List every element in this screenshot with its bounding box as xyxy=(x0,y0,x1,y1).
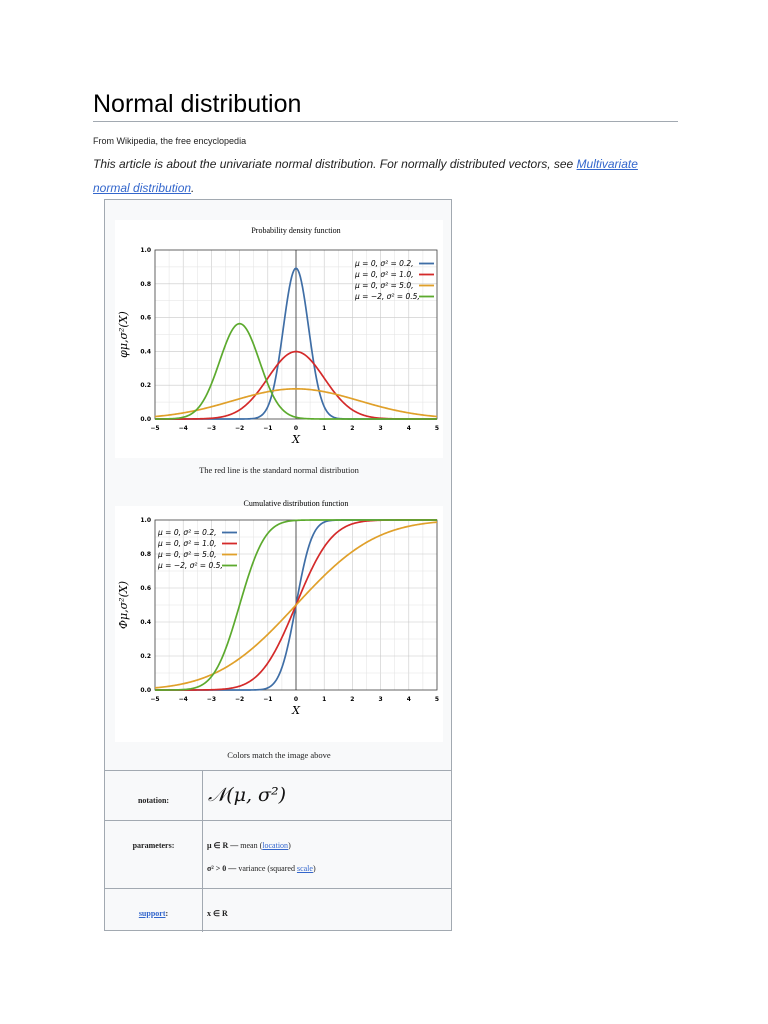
y-tick-label: 0.2 xyxy=(140,382,151,390)
pdf-caption: The red line is the standard normal distribution xyxy=(199,465,359,475)
y-tick-label: 0.6 xyxy=(140,314,151,322)
param-sigma-close: ) xyxy=(312,864,316,873)
y-tick-label: 0.4 xyxy=(140,348,151,356)
param-sigma-math: σ² > 0 — xyxy=(207,864,237,873)
x-tick-label: −5 xyxy=(150,425,160,432)
y-axis-label: Φμ,σ²(X) xyxy=(117,581,130,629)
x-tick-label: −2 xyxy=(234,696,245,703)
parameter-sigma xyxy=(207,864,316,873)
support-link[interactable]: support xyxy=(138,909,166,918)
x-tick-label: −2 xyxy=(234,425,245,432)
legend-label: μ = 0, σ² = 0.2, xyxy=(158,528,217,537)
notation-label: notation: xyxy=(137,796,170,805)
hatnote-link[interactable]: Multivariate normal distribution xyxy=(93,157,638,195)
x-axis-label: X xyxy=(292,433,300,446)
param-mu-close: ) xyxy=(288,841,291,850)
support-label xyxy=(105,909,202,918)
scale-link[interactable]: scale xyxy=(296,864,313,873)
param-sigma-text: variance (squared xyxy=(236,864,297,873)
x-tick-label: 2 xyxy=(350,696,355,703)
support-colon: : xyxy=(165,909,169,918)
y-axis-label: φμ,σ²(X) xyxy=(117,311,130,358)
legend-label: μ = −2, σ² = 0.5, xyxy=(355,292,420,301)
legend xyxy=(354,259,434,301)
infobox xyxy=(104,199,452,931)
cdf-caption: Colors match the image above xyxy=(227,750,331,760)
notation-value: 𝒩(μ, σ²) xyxy=(208,784,287,806)
x-tick-label: 1 xyxy=(322,696,327,703)
y-tick-label: 0.4 xyxy=(140,619,151,626)
hatnote-end: . xyxy=(191,181,195,195)
param-mu-math: μ ∈ R — xyxy=(207,841,239,850)
column-divider xyxy=(202,770,203,932)
parameters-label: parameters: xyxy=(132,841,175,850)
x-tick-label: −5 xyxy=(150,696,160,703)
x-tick-label: −4 xyxy=(178,696,188,703)
legend-label: μ = 0, σ² = 5.0, xyxy=(158,550,217,559)
x-tick-label: −3 xyxy=(206,425,217,432)
y-tick-label: 0.2 xyxy=(140,653,151,660)
parameter-mu xyxy=(207,841,291,850)
y-tick-label: 0.0 xyxy=(140,687,151,694)
row-divider xyxy=(105,770,451,771)
hatnote-text: This article is about the univariate normal distribution. For normally distributed vectors, see xyxy=(93,157,577,171)
legend-label: μ = −2, σ² = 0.5, xyxy=(158,561,223,570)
title-divider xyxy=(93,121,678,122)
chart-title: Cumulative distribution function xyxy=(243,499,349,508)
row-divider xyxy=(105,820,451,821)
page-title: Normal distribution xyxy=(93,90,302,118)
x-tick-label: 1 xyxy=(322,425,327,432)
legend-label: μ = 0, σ² = 0.2, xyxy=(355,259,414,268)
x-tick-label: 5 xyxy=(434,425,440,432)
y-tick-label: 1.0 xyxy=(140,517,151,524)
y-tick-label: 0.0 xyxy=(140,416,151,423)
x-tick-label: 3 xyxy=(378,425,383,432)
legend-label: μ = 0, σ² = 5.0, xyxy=(355,281,414,290)
chart-title: Probability density function xyxy=(251,226,341,235)
x-tick-label: −1 xyxy=(263,425,273,432)
location-link[interactable]: location xyxy=(262,841,289,850)
x-tick-label: 0 xyxy=(293,696,299,703)
support-value: x ∈ R xyxy=(207,909,228,918)
x-tick-label: 4 xyxy=(406,425,411,432)
x-tick-label: 5 xyxy=(434,696,440,703)
y-tick-label: 0.6 xyxy=(140,585,151,592)
hatnote xyxy=(93,152,673,200)
x-tick-label: 3 xyxy=(378,696,383,703)
site-tagline: From Wikipedia, the free encyclopedia xyxy=(93,136,247,146)
x-tick-label: −1 xyxy=(263,696,273,703)
pdf-chart xyxy=(115,220,443,458)
y-tick-label: 0.8 xyxy=(140,280,151,288)
cdf-chart xyxy=(115,499,443,742)
x-axis-label: X xyxy=(292,704,300,717)
x-tick-label: 0 xyxy=(293,425,299,432)
x-tick-label: −3 xyxy=(206,696,217,703)
x-tick-label: 4 xyxy=(406,696,411,703)
pdf-figure[interactable] xyxy=(115,220,443,458)
x-tick-label: −4 xyxy=(178,425,188,432)
row-divider xyxy=(105,888,451,889)
y-tick-label: 1.0 xyxy=(140,247,151,254)
legend-label: μ = 0, σ² = 1.0, xyxy=(158,539,217,548)
legend-label: μ = 0, σ² = 1.0, xyxy=(355,270,414,279)
param-mu-text: mean ( xyxy=(238,841,263,850)
x-tick-label: 2 xyxy=(350,425,355,432)
cdf-figure[interactable] xyxy=(115,499,443,742)
y-tick-label: 0.8 xyxy=(140,551,151,558)
